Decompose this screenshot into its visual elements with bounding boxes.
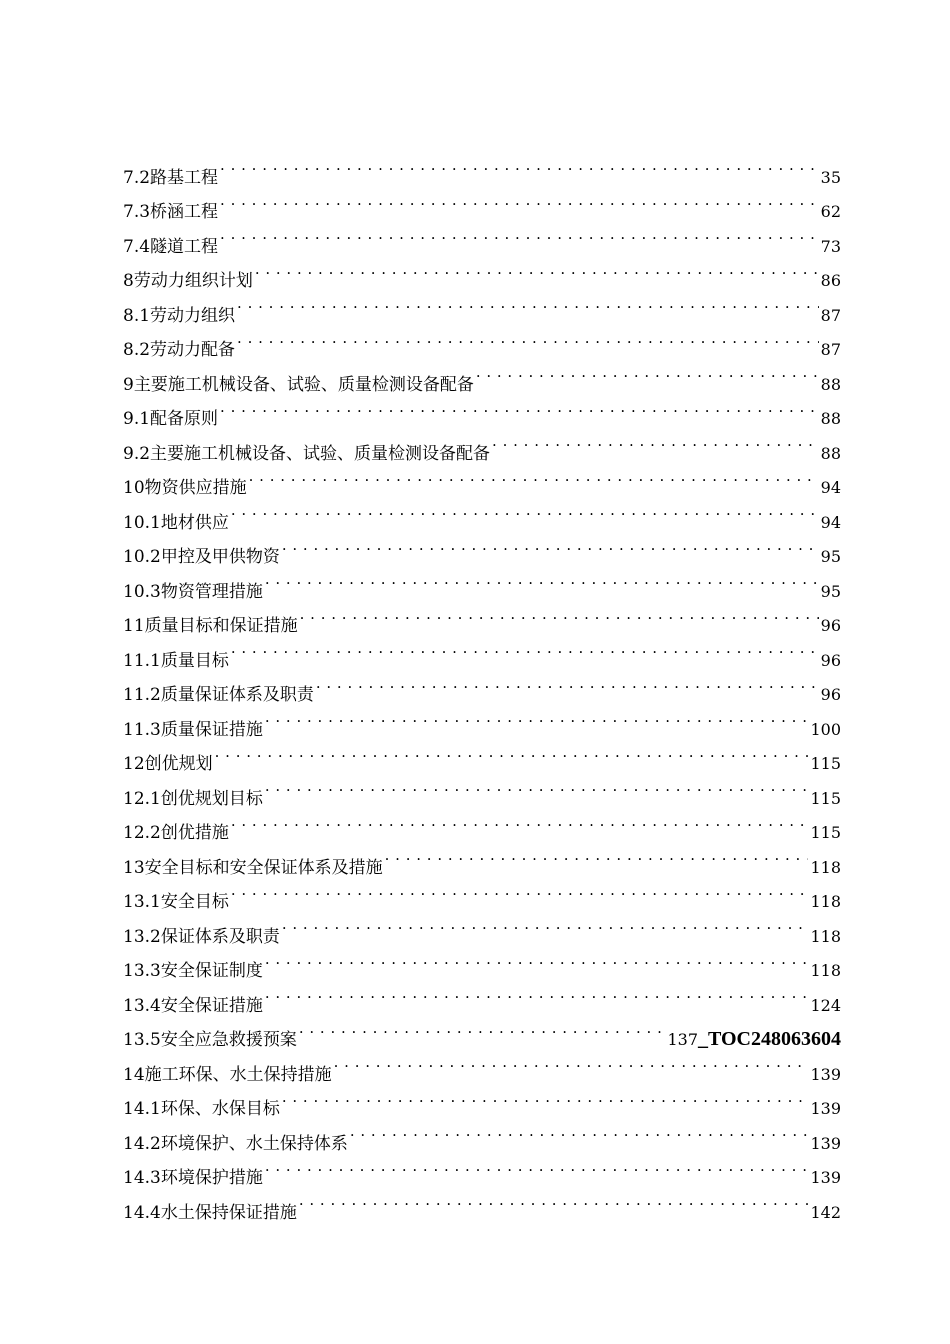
toc-entry-page-number: 142 [810, 1202, 841, 1222]
toc-dot-leader [255, 252, 819, 287]
toc-entry-title: 8劳动力组织计划 [123, 271, 253, 291]
toc-dot-leader [249, 459, 819, 494]
toc-entry-title: 7.2路基工程 [123, 167, 219, 188]
toc-entry-title: 11.1质量目标 [123, 650, 229, 671]
toc-entry[interactable] [123, 804, 841, 843]
toc-entry-page-number: 62 [820, 202, 841, 221]
toc-dot-leader [231, 873, 809, 908]
toc-entry-title: 14.3环境保护措施 [123, 1168, 263, 1188]
toc-entry-title: 10.1地材供应 [123, 512, 229, 533]
toc-entry-title: 13.4安全保证措施 [123, 995, 263, 1016]
toc-dot-leader [299, 1183, 809, 1218]
toc-entry-title: 12创优规划 [123, 754, 213, 774]
toc-entry[interactable] [123, 838, 841, 878]
toc-entry[interactable] [123, 528, 841, 567]
toc-dot-leader [282, 528, 819, 563]
toc-dot-leader [476, 355, 819, 390]
toc-entry-title: 7.3桥涵工程 [123, 202, 219, 222]
toc-entry-title: 13.5安全应急救援预案 [123, 1030, 297, 1050]
toc-dot-leader [265, 1149, 809, 1184]
toc-entry-title: 12.1创优规划目标 [123, 788, 263, 809]
toc-entry-page-number: 115 [810, 823, 841, 842]
toc-dot-leader [265, 976, 809, 1011]
toc-entry-page-number: 96 [820, 685, 841, 704]
toc-entry-page-number: 118 [810, 892, 841, 911]
toc-entry-title: 11.2质量保证体系及职责 [123, 685, 314, 705]
toc-dot-leader [265, 562, 819, 597]
toc-dot-leader [282, 1080, 809, 1115]
toc-entry-page-number: 118 [810, 926, 841, 946]
toc-dot-leader [231, 631, 819, 666]
toc-dot-leader [237, 321, 819, 356]
toc-dot-leader [300, 597, 819, 632]
toc-entry-title: 11质量目标和保证措施 [123, 616, 298, 636]
toc-dot-leader [231, 804, 809, 839]
toc-entry-page-number: 139 [810, 1168, 841, 1187]
toc-entry[interactable] [123, 907, 841, 947]
toc-entry[interactable] [123, 217, 841, 257]
toc-entry-page-number: 87 [820, 340, 841, 359]
toc-entry-page-number: 88 [820, 409, 841, 428]
toc-dot-leader [316, 666, 819, 701]
toc-dot-leader [215, 735, 809, 770]
toc-entry-title: 8.2劳动力配备 [123, 340, 236, 360]
toc-entry-title: 14施工环保、水土保持措施 [123, 1064, 332, 1085]
toc-dot-leader [220, 217, 819, 252]
toc-dot-leader [265, 769, 809, 804]
toc-entry[interactable] [123, 769, 841, 809]
toc-entry[interactable] [123, 148, 841, 188]
toc-dot-leader [282, 907, 809, 942]
toc-entry-page-number: 86 [820, 271, 841, 290]
toc-entry-title: 12.2创优措施 [123, 823, 229, 843]
toc-dot-leader [265, 942, 809, 977]
toc-entry[interactable] [123, 390, 841, 429]
toc-entry-title: 10.3物资管理措施 [123, 581, 263, 602]
toc-dot-leader [231, 493, 819, 528]
toc-dot-leader [385, 838, 809, 873]
toc-entry-page-number: 94 [820, 478, 841, 497]
toc-entry-page-number: 139 [810, 1099, 841, 1118]
toc-dot-leader [350, 1114, 809, 1149]
toc-entry-page-number: 73 [820, 236, 841, 256]
toc-entry-page-number: 96 [820, 616, 841, 635]
toc-entry-title: 7.4隧道工程 [123, 236, 219, 257]
toc-dot-leader [265, 700, 809, 735]
toc-entry-page-number: 95 [820, 547, 841, 566]
toc-entry-title: 11.3质量保证措施 [123, 719, 263, 740]
toc-entry-page-number: 100 [810, 719, 841, 739]
toc-entry-page-number: 88 [820, 443, 841, 463]
toc-entry-title: 9.1配备原则 [123, 409, 219, 429]
toc-entry[interactable] [123, 873, 841, 912]
toc-entry-page-number: 137 [667, 1030, 699, 1049]
toc-entry-page-number: 94 [820, 512, 841, 532]
toc-entry-page-number: 96 [820, 650, 841, 670]
toc-entry[interactable] [123, 252, 841, 291]
toc-entry-page-number: 95 [820, 581, 841, 601]
toc-entry-page-number: 118 [810, 961, 841, 980]
toc-dot-leader [220, 390, 819, 425]
toc-entry-title: 14.4水土保持保证措施 [123, 1202, 297, 1223]
toc-entry-page-number: 139 [810, 1133, 841, 1153]
toc-entry-title: 13.1安全目标 [123, 892, 229, 912]
toc-entry[interactable] [123, 424, 841, 464]
toc-dot-leader [237, 286, 819, 321]
toc-entry-title: 10.2甲控及甲供物资 [123, 547, 280, 567]
toc-entry-title: 8.1劳动力组织 [123, 305, 236, 326]
toc-dot-leader [334, 1045, 809, 1080]
toc-entry-title: 13安全目标和安全保证体系及措施 [123, 857, 383, 878]
toc-dot-leader [220, 183, 819, 218]
toc-entry-page-number: 115 [810, 754, 841, 773]
toc-entry-title: 13.3安全保证制度 [123, 961, 263, 981]
toc-entry-title: 9.2主要施工机械设备、试验、质量检测设备配备 [123, 443, 491, 464]
toc-dot-leader [220, 148, 819, 183]
toc-entry-page-number: 87 [820, 305, 841, 325]
toc-entry[interactable] [123, 493, 841, 533]
toc-entry[interactable] [123, 666, 841, 705]
toc-entry-page-number: 88 [820, 374, 841, 394]
toc-entry-title: 13.2保证体系及职责 [123, 926, 280, 947]
toc-entry-page-number: 139 [810, 1064, 841, 1084]
toc-entry-page-number: 115 [810, 788, 841, 808]
toc-entry-title: 9主要施工机械设备、试验、质量检测设备配备 [123, 374, 474, 395]
table-of-contents [123, 148, 841, 1223]
toc-dot-leader [299, 1011, 666, 1046]
toc-entry-title: 10物资供应措施 [123, 478, 247, 498]
toc-entry-page-number: 35 [820, 167, 841, 187]
toc-entry-page-number: 124 [810, 995, 841, 1015]
toc-entry[interactable] [123, 631, 841, 671]
toc-entry-title: 14.1环保、水保目标 [123, 1099, 280, 1119]
toc-entry-title: 14.2环境保护、水土保持体系 [123, 1133, 348, 1154]
toc-entry[interactable] [123, 183, 841, 222]
toc-entry-page-number: 118 [810, 857, 841, 877]
toc-dot-leader [492, 424, 819, 459]
toc-bookmark-code: _TOC248063604 [698, 1028, 841, 1050]
toc-entry[interactable] [123, 735, 841, 774]
